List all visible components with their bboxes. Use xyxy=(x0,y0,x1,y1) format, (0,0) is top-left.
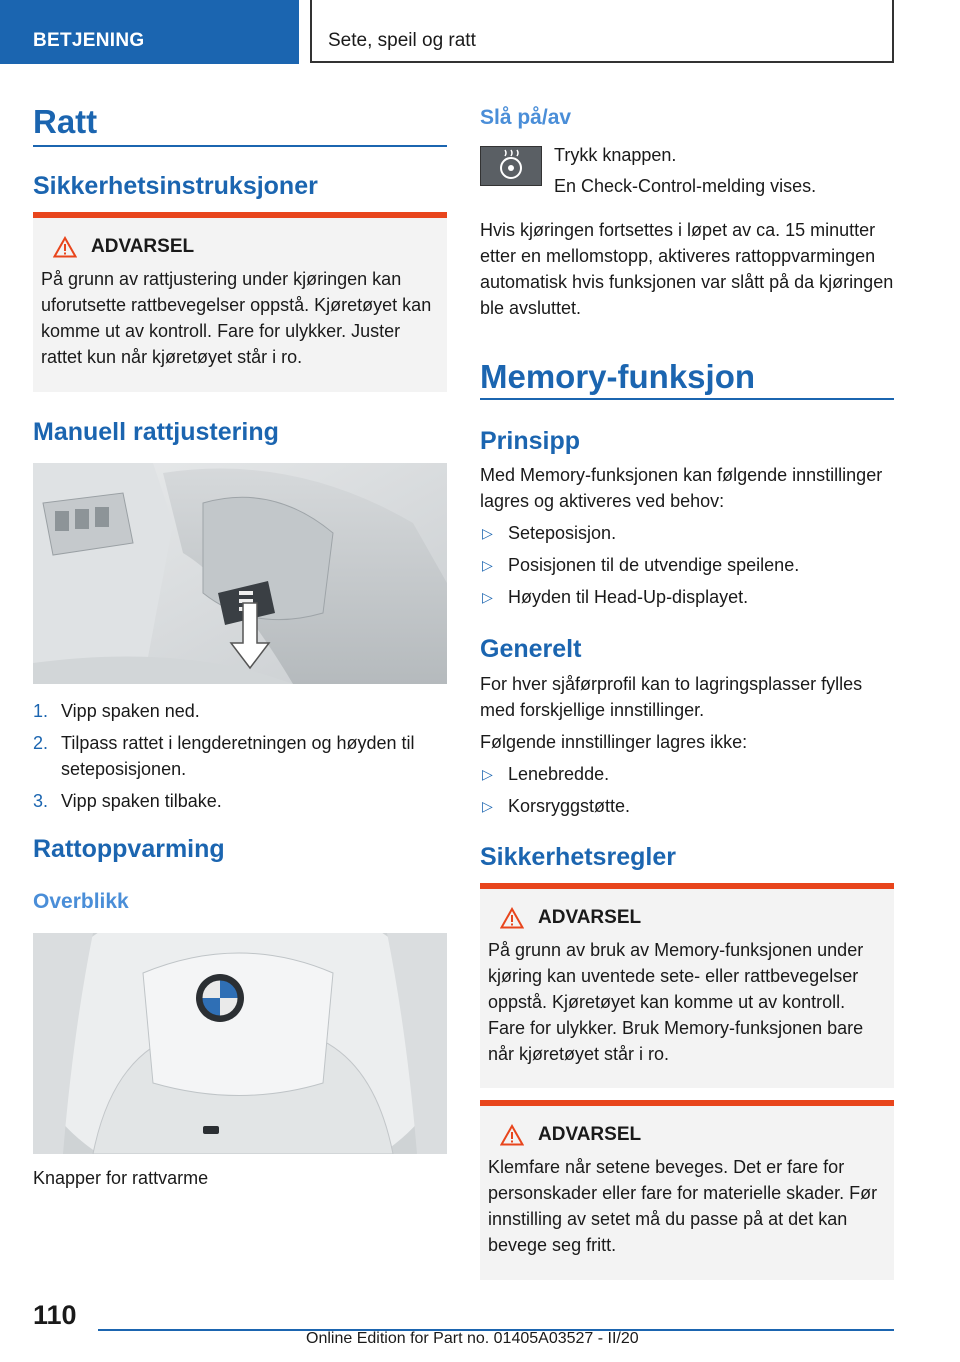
principle-heading: Prinsipp xyxy=(480,427,581,455)
warning-box xyxy=(480,1100,894,1280)
figure-caption: Knapper for rattvarme xyxy=(33,1168,209,1188)
section-label: BETJENING xyxy=(33,30,145,51)
general-heading: Generelt xyxy=(480,635,582,663)
list-item: ▷ Seteposisjon. xyxy=(482,523,617,543)
chapter-label: Sete, speil og ratt xyxy=(328,30,476,51)
memory-items xyxy=(480,520,894,616)
list-item: 1. Vipp spaken ned. xyxy=(33,701,200,721)
steering-heat-button-icon xyxy=(480,146,542,186)
safety-rules-heading: Sikkerhetsregler xyxy=(480,843,676,871)
list-item: ▷ Korsryggstøtte. xyxy=(482,796,631,816)
warning-text: Klemfare når setene beveges. Det er fare for personskader eller fare for materielle skader. Før innstilling av setet må du passe på at det kan bevege seg fritt. xyxy=(488,1157,878,1255)
warning-box xyxy=(480,883,894,1088)
warning-icon xyxy=(500,907,524,929)
list-item: ▷ Lenebredde. xyxy=(482,764,610,784)
chapter-tab xyxy=(310,0,894,63)
overview-heading: Overblikk xyxy=(33,890,129,913)
press-instruction: Trykk knappen. xyxy=(554,145,677,165)
page-number: 110 xyxy=(33,1300,77,1330)
heating-heading: Rattoppvarming xyxy=(33,835,225,863)
manual-adjust-heading: Manuell rattjustering xyxy=(33,418,279,446)
title-rule xyxy=(33,145,447,147)
memory-heading: Memory-funksjon xyxy=(480,358,756,395)
steering-lever-illustration xyxy=(33,463,447,684)
general-text: For hver sjåførprofil kan to lagringsplasser fylles med forskjellige innstillinger. xyxy=(480,674,863,720)
memory-rule xyxy=(480,398,894,400)
check-control-text: En Check-Control-melding vises. xyxy=(554,176,817,196)
edition-note: Online Edition for Part no. 01405A03527 - II/20 xyxy=(306,1330,639,1347)
warning-icon xyxy=(53,236,77,258)
list-item: ▷ Posisjonen til de utvendige speilene. xyxy=(482,555,800,575)
warning-text: På grunn av bruk av Memory-funksjonen under kjøring kan uventede sete- eller rattbevegelser oppstå. Kjøretøyet kan komme ut av kontroll. Fare for ulykker. Bruk Memory-funksjonen bare når kjøretøyet står i ro. xyxy=(488,940,864,1064)
warning-label: ADVARSEL xyxy=(538,907,642,928)
warning-label: ADVARSEL xyxy=(91,236,195,257)
steering-wheel-illustration xyxy=(33,933,447,1154)
warning-text: På grunn av rattjustering under kjøringen kan uforutsette rattbevegelser oppstå. Kjøretøyet kan komme ut av kontroll. Fare for ulykker. Juster rattet kun når kjøretøyet står i ro. xyxy=(41,269,432,367)
adjust-steps xyxy=(33,698,447,820)
warning-icon xyxy=(500,1124,524,1146)
list-item: 3. Vipp spaken tilbake. xyxy=(33,791,222,811)
list-item: ▷ Høyden til Head-Up-displayet. xyxy=(482,587,749,607)
page-title: Ratt xyxy=(33,103,98,140)
list-item: 2. Tilpass rattet i lengderetningen og høyden til seteposisjonen. xyxy=(33,733,415,779)
not-saved-items xyxy=(480,761,894,825)
auto-activation-paragraph: Hvis kjøringen fortsettes i løpet av ca. 15 minutter etter en mellomstopp, aktiveres rattoppvarmingen automatisk hvis funksjonen var slått på da kjøringen ble avsluttet. xyxy=(480,220,894,318)
not-saved-text: Følgende innstillinger lagres ikke: xyxy=(480,732,748,752)
warning-label: ADVARSEL xyxy=(538,1124,642,1145)
section-tab xyxy=(0,0,299,64)
principle-text: Med Memory-funksjonen kan følgende innstillinger lagres og aktiveres ved behov: xyxy=(480,465,883,511)
warning-box xyxy=(33,212,447,392)
safety-heading: Sikkerhetsinstruksjoner xyxy=(33,172,318,200)
onoff-heading: Slå på/av xyxy=(480,106,572,129)
